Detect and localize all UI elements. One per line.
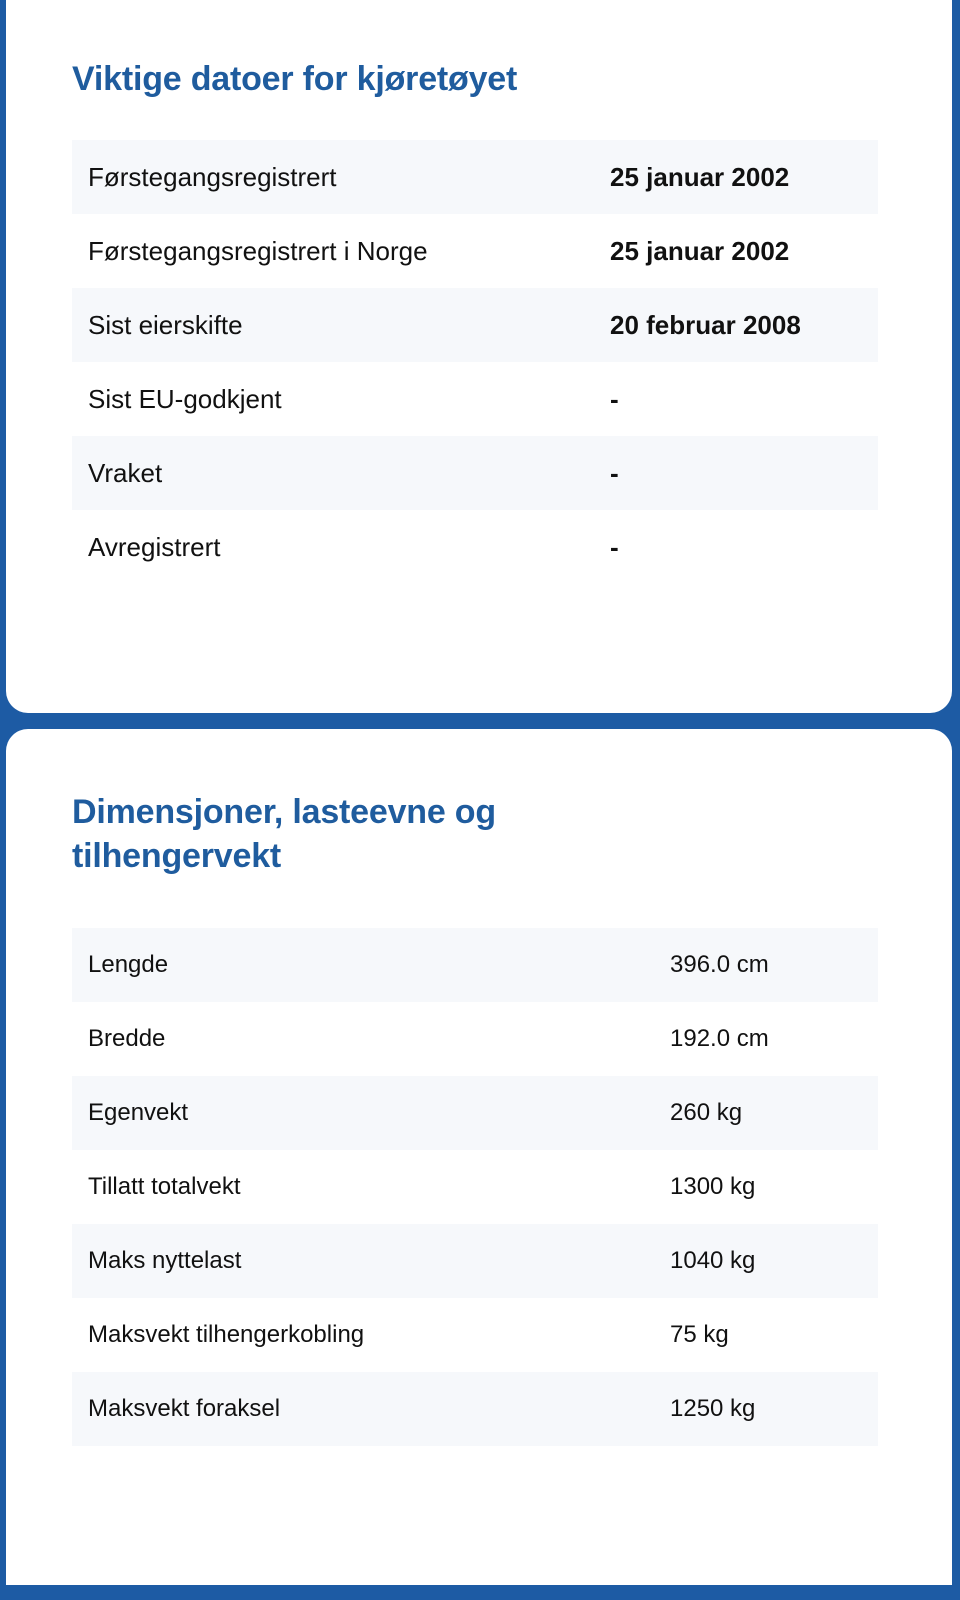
row-label: Førstegangsregistrert i Norge bbox=[88, 235, 428, 266]
spec-table-dimensjoner bbox=[72, 928, 878, 1446]
card-viktige-datoer bbox=[6, 0, 952, 713]
row-label: Avregistrert bbox=[88, 531, 221, 562]
row-value: 1040 kg bbox=[670, 1247, 756, 1275]
row-label: Maksvekt tilhengerkobling bbox=[88, 1321, 365, 1349]
card-content-viktige-datoer bbox=[6, 0, 952, 584]
row-value: 260 kg bbox=[670, 1099, 743, 1127]
card-dimensjoner bbox=[6, 729, 952, 1585]
table-row bbox=[72, 1076, 878, 1150]
table-row bbox=[72, 436, 878, 510]
row-label: Vraket bbox=[88, 457, 163, 488]
row-label: Maksvekt foraksel bbox=[88, 1395, 281, 1423]
table-row bbox=[72, 140, 878, 214]
row-value: 20 februar 2008 bbox=[610, 309, 801, 340]
section-title: Dimensjoner, lasteevne og tilhengervekt bbox=[72, 793, 496, 875]
row-label: Sist EU-godkjent bbox=[88, 383, 282, 414]
row-value: 25 januar 2002 bbox=[610, 235, 790, 266]
row-label: Egenvekt bbox=[88, 1099, 189, 1127]
table-row bbox=[72, 288, 878, 362]
spec-table-viktige-datoer bbox=[72, 140, 878, 584]
table-row bbox=[72, 1298, 878, 1372]
row-label: Tillatt totalvekt bbox=[88, 1173, 241, 1201]
table-row bbox=[72, 928, 878, 1002]
card-content-dimensjoner bbox=[6, 729, 952, 1446]
row-label: Sist eierskifte bbox=[88, 309, 243, 340]
row-label: Bredde bbox=[88, 1025, 166, 1053]
table-row bbox=[72, 1372, 878, 1446]
row-value: 1250 kg bbox=[670, 1395, 756, 1423]
row-value: 25 januar 2002 bbox=[610, 161, 790, 192]
row-value: 75 kg bbox=[670, 1321, 729, 1349]
row-value: 192.0 cm bbox=[670, 1025, 769, 1053]
page-title: Viktige datoer for kjøretøyet bbox=[72, 60, 518, 98]
table-row bbox=[72, 1150, 878, 1224]
row-label: Maks nyttelast bbox=[88, 1247, 242, 1275]
table-row bbox=[72, 510, 878, 584]
spec-table-body bbox=[72, 140, 878, 584]
row-label: Førstegangsregistrert bbox=[88, 161, 337, 192]
row-value: - bbox=[610, 383, 619, 414]
row-value: 396.0 cm bbox=[670, 951, 769, 979]
row-value: - bbox=[610, 531, 619, 562]
row-value: - bbox=[610, 457, 619, 488]
table-row bbox=[72, 1224, 878, 1298]
row-value: 1300 kg bbox=[670, 1173, 756, 1201]
row-label: Lengde bbox=[88, 951, 169, 979]
table-row bbox=[72, 362, 878, 436]
spec-table-body bbox=[72, 928, 878, 1446]
table-row bbox=[72, 214, 878, 288]
table-row bbox=[72, 1002, 878, 1076]
